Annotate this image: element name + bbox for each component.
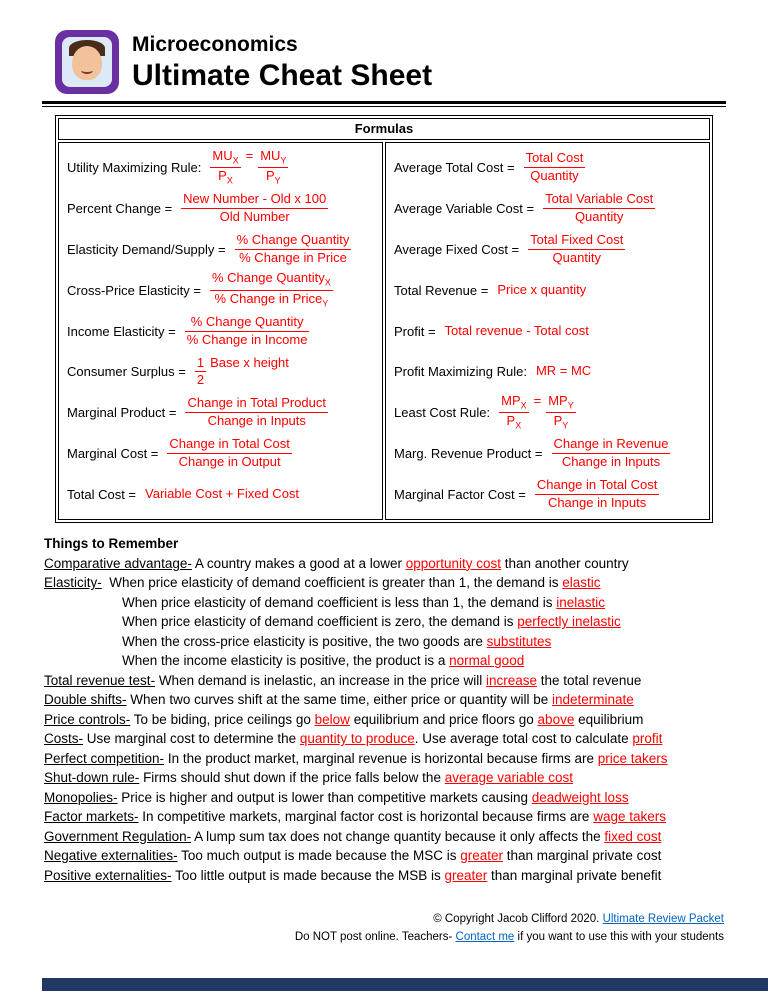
key-concept-text: increase [485, 672, 538, 688]
formula-row [394, 474, 703, 515]
formula-label: Total Revenue = [394, 282, 489, 298]
remember-term: Factor markets- [44, 809, 139, 824]
formula-expression: MR = MC [535, 363, 592, 379]
face-icon [62, 37, 112, 87]
body-text: A lump sum tax does not change quantity because it only affects the [191, 828, 605, 844]
remember-term: Double shifts- [44, 692, 127, 707]
remember-term: Comparative advantage- [44, 555, 192, 571]
formula-row [67, 474, 376, 515]
footer [295, 910, 724, 946]
key-concept-text: perfectly inelastic [517, 614, 621, 629]
formula-row [394, 392, 703, 433]
remember-line [44, 749, 748, 769]
formula-label: Elasticity Demand/Supply = [67, 241, 226, 257]
formulas-body [58, 142, 710, 520]
key-concept-text: wage takers [593, 809, 666, 824]
formula-expression [181, 191, 328, 226]
things-title: Things to Remember [44, 536, 179, 551]
formula-expression [167, 436, 291, 471]
body-text: Use marginal cost to determine the [83, 731, 300, 746]
fraction: $\frac{\text{Change in Revenue}}{\text{Change in Inputs}}$ [553, 436, 669, 470]
fraction: $\frac{\text{New Number - Old x 100}}{\text{Old Number}}$ [183, 190, 327, 224]
formula-row [67, 147, 376, 188]
key-concept-text: profit [632, 731, 663, 746]
doc-subtitle: Microeconomics [132, 33, 298, 56]
formula-label: Profit Maximizing Rule: [394, 364, 527, 380]
doc-title: Ultimate Cheat Sheet [132, 59, 433, 92]
body-text: A country makes a good at a lower [191, 555, 406, 571]
formula-expression: Total revenue - Total cost [444, 322, 589, 338]
equals-sign: = [245, 147, 254, 163]
remember-line [44, 612, 748, 632]
fraction: $\frac{1}{2}$ [196, 354, 205, 388]
remember-line [44, 729, 748, 749]
key-concept-text: deadweight loss [531, 789, 629, 805]
remember-line [44, 593, 748, 613]
key-concept-text: opportunity cost [405, 555, 502, 571]
remember-line [44, 846, 748, 866]
body-text: Price is higher and output is lower than competitive markets causing [117, 789, 532, 805]
body-text: . Use average total cost to calculate [414, 731, 633, 746]
formula-row [67, 351, 376, 392]
formula-row [394, 433, 703, 474]
formula-expression [185, 314, 310, 349]
remember-term: Perfect competition- [44, 750, 165, 766]
remember-term: Elasticity- [44, 575, 102, 590]
key-concept-text: inelastic [556, 594, 606, 610]
remember-term: Price controls- [44, 711, 131, 727]
copyright-text: © Copyright Jacob Clifford 2020. [433, 913, 603, 925]
remember-line [44, 690, 748, 710]
formula-label: Marginal Product = [67, 405, 177, 421]
formula-label: Consumer Surplus = [67, 364, 186, 380]
formula-label: Utility Maximizing Rule: [67, 159, 202, 175]
formula-expression [543, 191, 655, 226]
formula-row [67, 229, 376, 270]
body-text: equilibrium [574, 711, 644, 727]
body-text: In the product market, marginal revenue is horizontal because firms are [164, 750, 598, 766]
remember-term: Monopolies- [44, 789, 118, 805]
formula-row [394, 311, 703, 352]
things-to-remember [44, 534, 748, 885]
formula-expression [528, 232, 625, 267]
body-text: When the income elasticity is positive, the product is a [122, 653, 450, 668]
header [0, 0, 768, 94]
body-text: than marginal private benefit [487, 867, 662, 883]
fraction: $\frac{MP_Y}{P_Y}$ [548, 393, 574, 431]
body-text: To be biding, price ceilings go [130, 711, 315, 727]
formula-row [67, 392, 376, 433]
post-note-text: Do NOT post online. Teachers- [294, 931, 456, 943]
key-concept-text: substitutes [486, 633, 552, 649]
remember-line [44, 788, 748, 808]
formula-expression [185, 395, 328, 430]
formula-row [394, 270, 703, 311]
key-concept-text: quantity to produce [299, 731, 415, 746]
remember-line [44, 710, 748, 730]
formula-label: Average Total Cost = [394, 159, 515, 175]
key-concept-text: price takers [597, 750, 668, 766]
fraction: $\frac{\text{Change in Total Product}}{\text{Change in Inputs}}$ [187, 395, 327, 429]
key-concept-text: elastic [562, 575, 601, 590]
body-text: Firms should shut down if the price falls below the [139, 770, 445, 785]
key-concept-text: average variable cost [444, 770, 574, 785]
formulas-right-column [385, 142, 710, 520]
formulas-header: Formulas [58, 118, 710, 140]
formula-label: Total Cost = [67, 487, 137, 503]
key-concept-text: below [314, 711, 350, 727]
fraction: $\frac{\text{Total Fixed Cost}}{\text{Quantity}}$ [530, 231, 624, 265]
formula-label: Average Fixed Cost = [394, 241, 520, 257]
body-text: When demand is inelastic, an increase in the price will [155, 672, 486, 688]
ultimate-review-packet-link[interactable]: Ultimate Review Packet [602, 913, 724, 925]
remember-line [44, 651, 748, 671]
remember-term: Shut-down rule- [44, 770, 140, 785]
fraction: $\frac{MU_X}{P_X}$ [212, 147, 239, 186]
contact-me-link[interactable]: Contact me [455, 931, 515, 943]
body-text: than marginal private cost [503, 848, 662, 863]
remember-term: Positive externalities- [44, 867, 172, 883]
remember-line [44, 768, 748, 788]
fraction: $\frac{\text{Total Variable Cost}}{\text{Quantity}}$ [545, 190, 654, 224]
remember-line [44, 671, 748, 691]
fraction: $\frac{\text{\% Change Quantity}}{\text{\% Change in Price}}$ [236, 231, 350, 265]
fraction: $\frac{\text{Change in Total Cost}}{\text{Change in Output}}$ [169, 436, 290, 470]
body-text: When price elasticity of demand coefficient is zero, the demand is [122, 614, 518, 629]
remember-line [44, 554, 748, 574]
title-block [132, 30, 432, 94]
formula-label: Marginal Factor Cost = [394, 487, 526, 503]
formula-label: Income Elasticity = [67, 323, 176, 339]
body-text: Too much output is made because the MSC is [177, 848, 461, 863]
formula-after-text: Base x height [210, 354, 289, 370]
remember-term: Government Regulation- [44, 828, 192, 844]
body-text: When two curves shift at the same time, either price or quantity will be [126, 692, 552, 707]
fraction: $\frac{MP_X}{P_X}$ [501, 393, 527, 431]
formula-expression [210, 148, 288, 188]
formula-label: Marg. Revenue Product = [394, 446, 543, 462]
formulas-table [55, 115, 713, 523]
key-concept-text: above [537, 711, 575, 727]
formula-expression [499, 393, 576, 433]
formula-row [67, 311, 376, 352]
remember-line [44, 807, 748, 827]
things-lines [44, 554, 748, 886]
remember-term: Costs- [44, 731, 84, 746]
post-note-suffix: if you want to use this with your students [514, 931, 724, 943]
remember-term: Negative externalities- [44, 848, 178, 863]
formula-row [394, 351, 703, 392]
formula-label: Least Cost Rule: [394, 405, 491, 421]
body-text: than another country [501, 555, 629, 571]
header-divider [42, 101, 726, 107]
key-concept-text: greater [444, 867, 488, 883]
formula-label: Average Variable Cost = [394, 200, 535, 216]
key-concept-text: normal good [449, 653, 525, 668]
post-note-line [295, 928, 724, 946]
fraction: $\frac{\text{Total Cost}}{\text{Quantity}}$ [525, 150, 584, 183]
remember-line [44, 632, 748, 652]
smile-shape [81, 67, 93, 74]
face-shape [72, 46, 102, 80]
key-concept-text: indeterminate [551, 692, 634, 707]
formula-expression [235, 232, 352, 267]
formula-label: Cross-Price Elasticity = [67, 282, 201, 298]
body-text: When price elasticity of demand coefficient is greater than 1, the demand is [101, 575, 563, 590]
formula-expression [535, 477, 659, 512]
formula-expression: Variable Cost + Fixed Cost [145, 486, 300, 502]
formula-row [67, 188, 376, 229]
body-text: equilibrium and price floors go [349, 711, 538, 727]
fraction: $\frac{\% Change Quantity_X}{\% Change in Price_Y}$ [212, 270, 331, 309]
body-text: When price elasticity of demand coefficient is less than 1, the demand is [122, 594, 557, 610]
remember-line [44, 827, 748, 847]
formulas-left-column [58, 142, 383, 520]
fraction: $\frac{\text{Change in Total Cost}}{\text{Change in Inputs}}$ [536, 477, 658, 511]
copyright-line [295, 910, 724, 928]
remember-line [44, 866, 748, 886]
remember-term: Total revenue test- [44, 672, 156, 688]
formula-expression [524, 150, 586, 185]
formula-label: Marginal Cost = [67, 446, 159, 462]
equals-sign: = [533, 393, 542, 408]
formula-row [394, 147, 703, 188]
body-text: When the cross-price elasticity is positive, the two goods are [122, 633, 487, 649]
key-concept-text: fixed cost [604, 828, 662, 844]
formula-expression [195, 355, 289, 390]
formula-expression: Price x quantity [497, 281, 587, 297]
formula-label: Profit = [394, 323, 436, 339]
remember-line [44, 573, 748, 593]
fraction: $\frac{MU_Y}{P_Y}$ [260, 147, 287, 186]
body-text: Too little output is made because the MSB is [171, 867, 445, 883]
formula-row [394, 229, 703, 270]
formula-row [394, 188, 703, 229]
formula-row [67, 433, 376, 474]
body-text: In competitive markets, marginal factor cost is horizontal because firms are [138, 809, 594, 824]
bottom-bar [42, 978, 768, 991]
formula-expression [210, 270, 333, 310]
key-concept-text: greater [460, 848, 504, 863]
formula-row [67, 270, 376, 311]
formula-label: Percent Change = [67, 200, 173, 216]
body-text: the total revenue [537, 672, 642, 688]
fraction: $\frac{\text{\% Change Quantity}}{\text{\% Change in Income}}$ [186, 313, 308, 347]
logo-image [55, 30, 119, 94]
formula-expression [552, 436, 671, 471]
